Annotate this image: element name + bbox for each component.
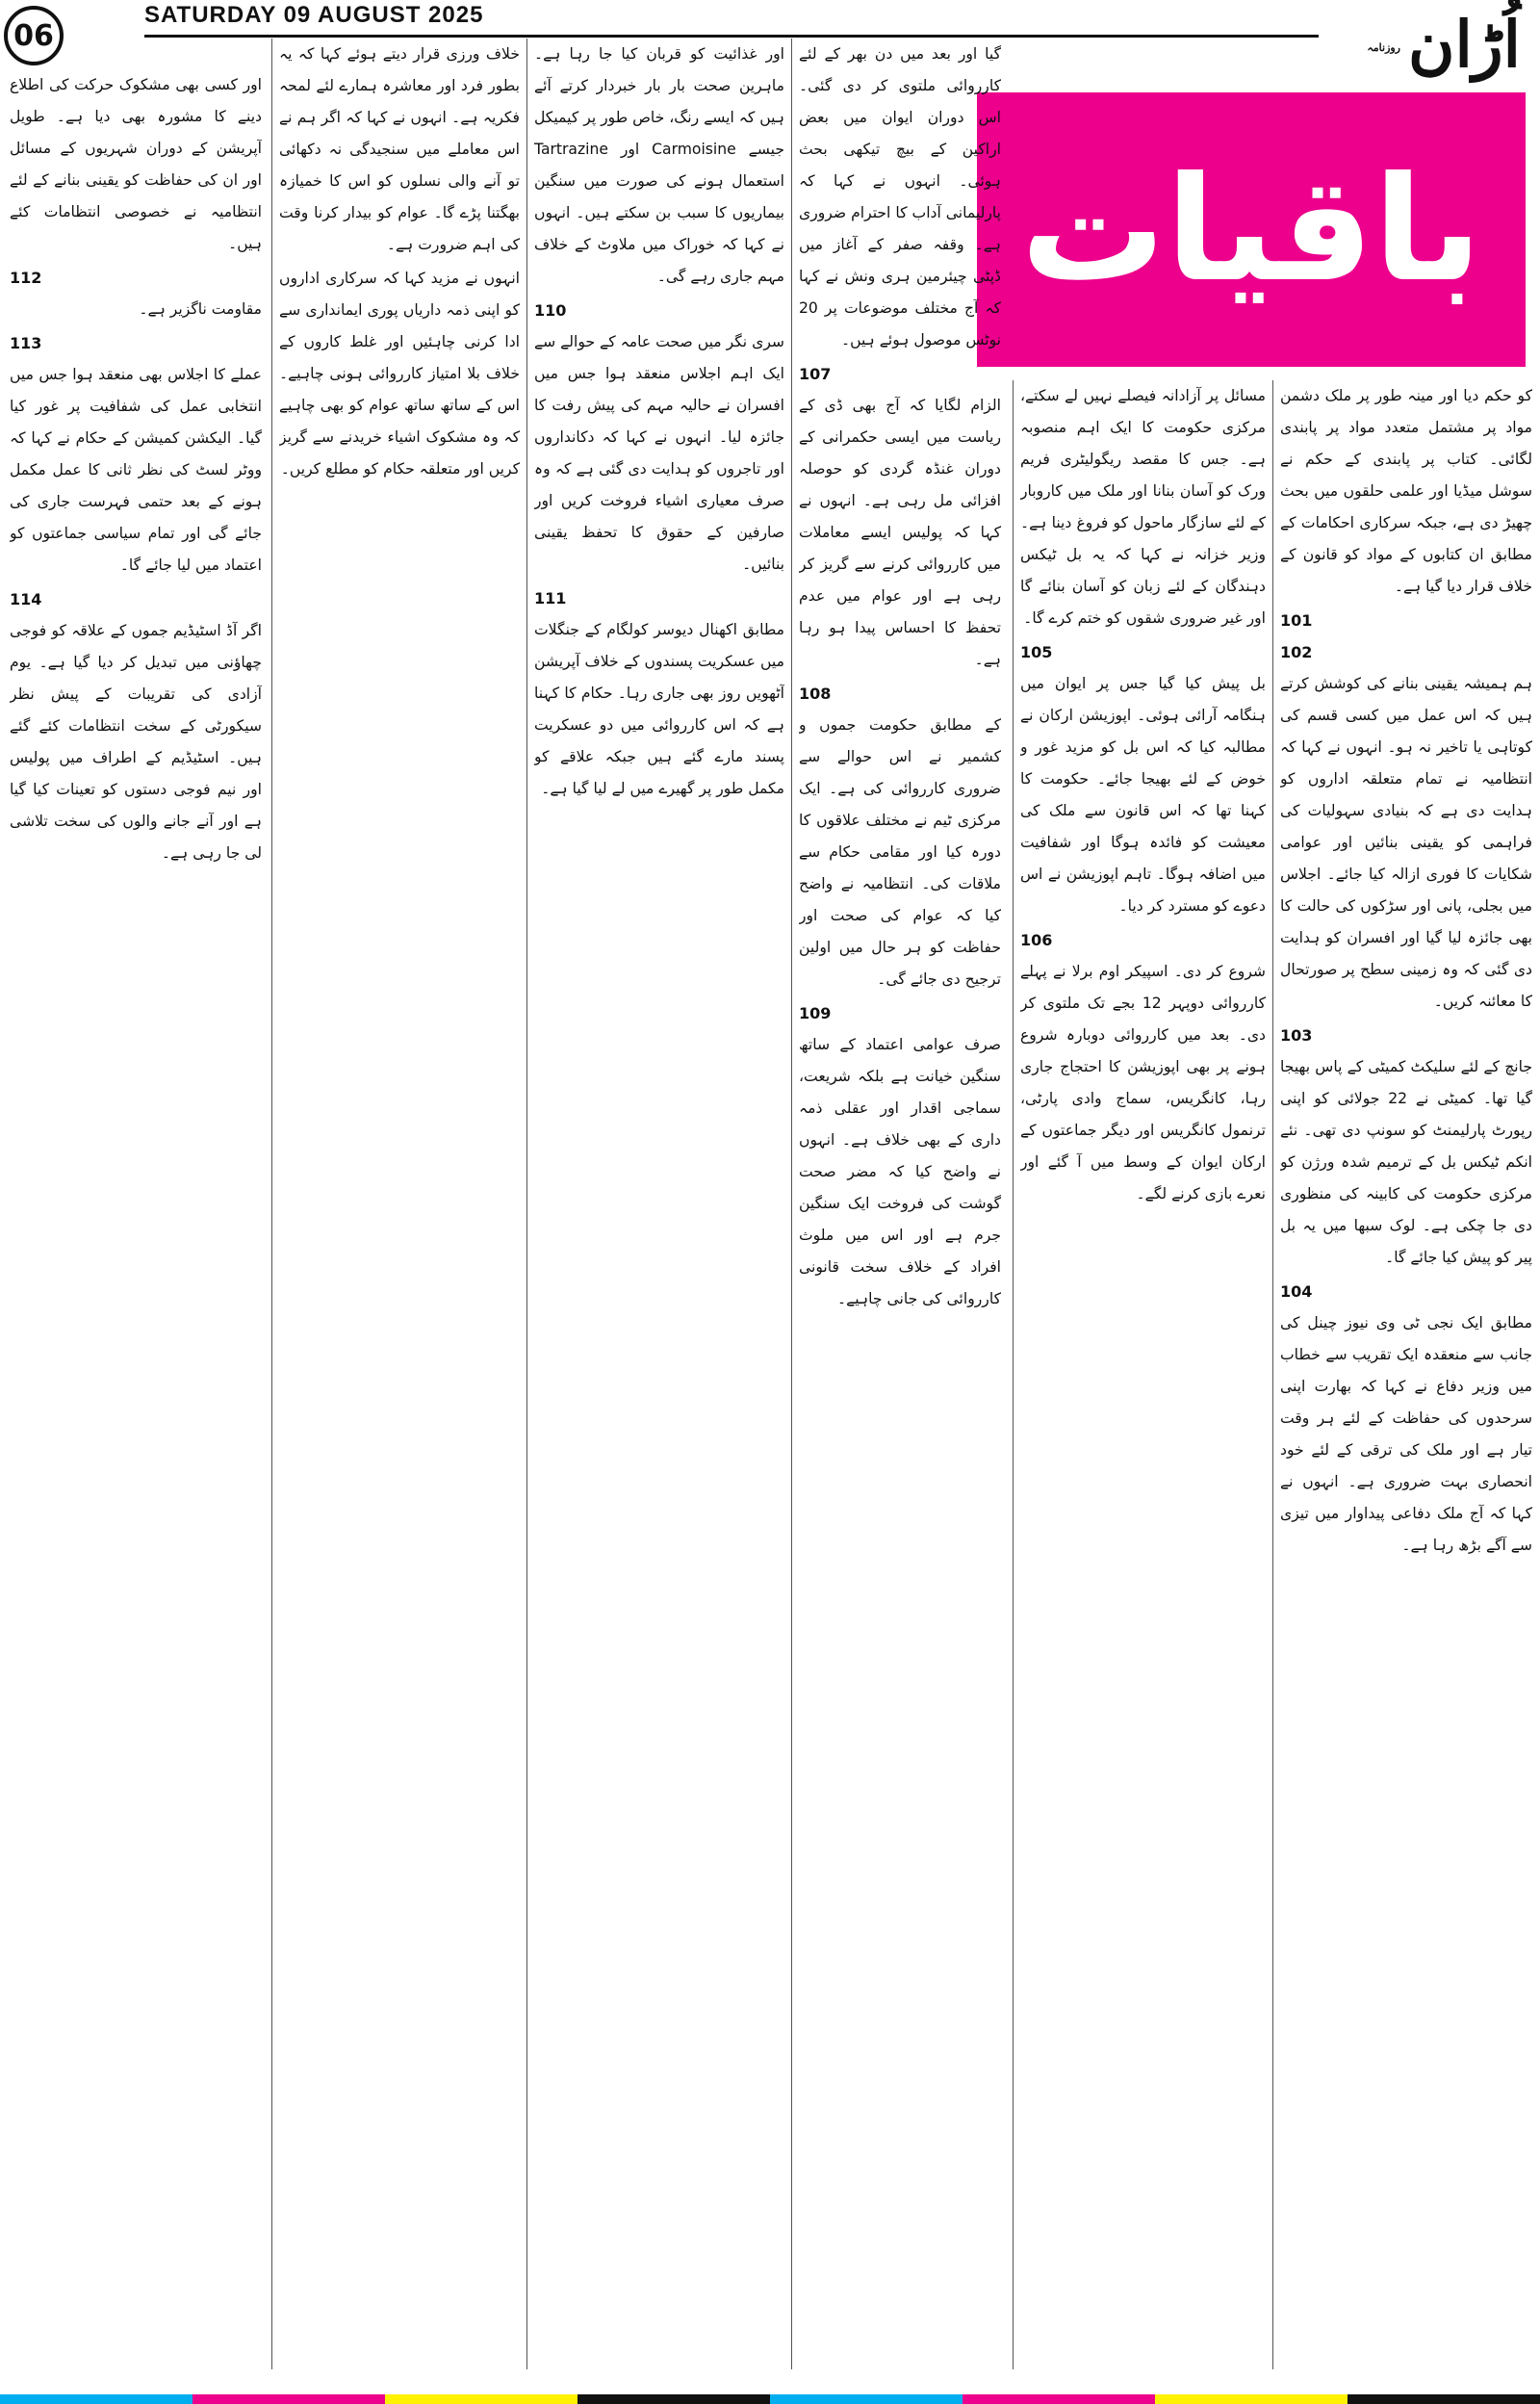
column-6 [10, 69, 262, 2369]
col1-item-4-text: مطابق ایک نجی ٹی وی نیوز چینل کی جانب سے منعقدہ ایک تقریب سے خطاب میں وزیر دفاع نے کہا کہ بھارت اپنی سرحدوں کی حفاظت کے لئے ہر وقت تیار ہے اور ملک کی ترقی کے لئے خود انحصاری بہت ضروری ہے۔ انہوں نے کہا کہ آج ملک دفاعی پیداوار میں تیزی سے آگے بڑھ رہا ہے۔ [1280, 1314, 1532, 1554]
col6-item-3-text: اگر آڈ اسٹیڈیم جموں کے علاقہ کو فوجی چھاؤنی میں تبدیل کر دیا گیا ہے۔ یوم آزادی کی تقریبات کے پیش نظر سیکورٹی کے سخت انتظامات کئے گئے ہیں۔ اسٹیڈیم کے اطراف میں پولیس اور نیم فوجی دستوں کو تعینات کیا گیا ہے اور آنے جانے والوں کی سخت تلاشی لی جا رہی ہے۔ [10, 622, 262, 862]
column-divider [271, 39, 272, 2369]
col2-item-2-text: شروع کر دی۔ اسپیکر اوم برلا نے پہلے کارروائی دوپہر 12 بجے تک ملتوی کر دی۔ بعد میں کارروائی دوبارہ شروع ہونے پر بھی اپوزیشن کا احتجاج جاری رہا، کانگریس، سماج وادی پارٹی، ترنمول کانگریس اور دیگر جماعتوں کے ارکان ایوان کے وسط میں آ گئے اور نعرے بازی کرنے لگے۔ [1020, 963, 1266, 1202]
col5-item-1-text: انہوں نے مزید کہا کہ سرکاری اداروں کو اپنی ذمہ داریاں پوری ایمانداری سے ادا کرنی چاہئیں اور غلط کاروں کے خلاف بلا امتیاز کارروائی ہونی چاہیے۔ اس کے ساتھ ساتھ عوام کو بھی چاہیے کہ وہ مشکوک اشیاء خریدنے سے گریز کریں اور متعلقہ حکام کو مطلع کریں۔ [279, 270, 520, 478]
col3-item-3-num: 109 [799, 1004, 832, 1022]
col6-item-0-text: اور کسی بھی مشکوک حرکت کی اطلاع دینے کا مشورہ بھی دیا ہے۔ طویل آپریشن کے دوران شہریوں کے مسائل اور ان کی حفاظت کو یقینی بنانے کے لئے انتظامیہ نے خصوصی انتظامات کئے ہیں۔ [10, 76, 262, 252]
footer-color-bar [0, 2394, 1540, 2404]
footer-color-segment [385, 2394, 578, 2404]
col4-item-2-text: مطابق اکھنال دیوسر کولگام کے جنگلات میں عسکریت پسندوں کے خلاف آپریشن آٹھویں روز بھی جاری رہا۔ حکام کا کہنا ہے کہ اس کارروائی میں دو عسکریت پسند مارے گئے ہیں جبکہ علاقے کو مکمل طور پر گھیرے میں لے لیا گیا ہے۔ [534, 621, 784, 797]
col1-item-4-num: 104 [1280, 1282, 1313, 1301]
column-3 [799, 39, 1001, 2369]
col4-item-1-num: 110 [534, 301, 567, 320]
col1-item-0-text: کو حکم دیا اور مینہ طور پر ملک دشمن مواد پر مشتمل متعدد مواد پر پابندی لگائی۔ کتاب پر پابندی کے حکم نے سوشل میڈیا اور علمی حلقوں میں بحث چھیڑ دی ہے، جبکہ سرکاری احکامات کے مطابق ان کتابوں کے مواد کو قانون کے خلاف قرار دیا گیا ہے۔ [1280, 387, 1532, 595]
column-2 [1020, 380, 1266, 2369]
page-number: 06 [4, 6, 64, 65]
col1-item-3-num: 103 [1280, 1026, 1313, 1045]
footer-color-segment [962, 2394, 1155, 2404]
column-5 [279, 39, 520, 2369]
footer-color-segment [1348, 2394, 1540, 2404]
col6-item-3-num: 114 [10, 590, 42, 608]
column-divider [791, 39, 792, 2369]
col1-item-1-num: 101 [1280, 611, 1313, 630]
col6-item-2-text: عملے کا اجلاس بھی منعقد ہوا جس میں انتخابی عمل کی شفافیت پر غور کیا گیا۔ الیکشن کمیشن کے حکام نے کہا کہ ووٹر لسٹ کی نظر ثانی کا عمل مکمل ہونے کے بعد حتمی فہرست جاری کی جائے گی اور تمام سیاسی جماعتوں کو اعتماد میں لیا جائے گا۔ [10, 366, 262, 574]
column-divider [526, 39, 527, 2369]
col3-item-2-text: کے مطابق حکومت جموں و کشمیر نے اس حوالے سے ضروری کارروائی کی ہے۔ ایک مرکزی ٹیم نے مختلف علاقوں کا دورہ کیا اور مقامی حکام سے ملاقات کی۔ انتظامیہ نے واضح کیا کہ عوام کی صحت اور حفاظت کو ہر حال میں اولین ترجیح دی جائے گی۔ [799, 716, 1001, 988]
col1-item-2-text: ہم ہمیشہ یقینی بنانے کی کوشش کرتے ہیں کہ اس عمل میں کسی قسم کی کوتاہی یا تاخیر نہ ہو۔ انہوں نے کہا کہ انتظامیہ نے تمام متعلقہ اداروں کو ہدایت دی ہے کہ بنیادی سہولیات کی فراہمی کو یقینی بنائیں اور عوامی شکایات کا فوری ازالہ کیا جائے۔ اجلاس میں بجلی، پانی اور سڑکوں کی حالت کا بھی جائزہ لیا گیا اور افسران کو ہدایت دی گئی کہ وہ زمینی سطح پر صورتحال کا معائنہ کریں۔ [1280, 675, 1532, 1010]
section-title: باقیات [1020, 145, 1482, 314]
col4-item-0-text: اور غذائیت کو قربان کیا جا رہا ہے۔ ماہرین صحت بار بار خبردار کرتے آئے ہیں کہ ایسے رنگ، خاص طور پر کیمیکل جیسے Carmoisine اور Tartrazine استعمال ہونے کی صورت میں سنگین بیماریوں کا سبب بن سکتے ہیں۔ انہوں نے کہا کہ خوراک میں ملاوٹ کے خلاف مہم جاری رہے گی۔ [534, 45, 784, 285]
footer-color-segment [192, 2394, 385, 2404]
masthead-rule [144, 35, 1319, 38]
column-divider [1013, 380, 1014, 2369]
col6-item-1-num: 112 [10, 269, 42, 287]
col6-item-1-text: مقاومت ناگزیر ہے۔ [139, 300, 262, 318]
col6-item-2-num: 113 [10, 334, 42, 352]
col2-item-1-text: بل پیش کیا گیا جس پر ایوان میں ہنگامہ آرائی ہوئی۔ اپوزیشن ارکان نے مطالبہ کیا کہ اس بل کو مزید غور و خوض کے لئے بھیجا جائے۔ حکومت کا کہنا تھا کہ اس قانون سے ملک کی معیشت کو فائدہ ہوگا اور شفافیت میں اضافہ ہوگا۔ تاہم اپوزیشن نے اس دعوے کو مسترد کر دیا۔ [1020, 675, 1266, 915]
col5-item-0-text: خلاف ورزی قرار دیتے ہوئے کہا کہ یہ بطور فرد اور معاشرہ ہمارے لئے لمحہ فکریہ ہے۔ انہوں نے کہا کہ اگر ہم نے اس معاملے میں سنجیدگی نہ دکھائی تو آنے والی نسلوں کو اس کا خمیازہ بھگتنا پڑے گا۔ عوام کو بیدار کرنا وقت کی اہم ضرورت ہے۔ [279, 45, 520, 253]
col2-item-2-num: 106 [1020, 931, 1053, 949]
col2-item-0-text: مسائل پر آزادانہ فیصلے نہیں لے سکتے، مرکزی حکومت کا ایک اہم منصوبہ ہے۔ جس کا مقصد ریگولیٹری فریم ورک کو آسان بنانا اور ملک میں کاروبار کے لئے سازگار ماحول کو فروغ دینا ہے۔ وزیر خزانہ نے کہا کہ یہ بل ٹیکس دہندگان کے لئے زبان کو آسان بنائے گا اور غیر ضروری شقوں کو ختم کرے گا۔ [1020, 387, 1266, 627]
column-1 [1280, 380, 1532, 2369]
newspaper-logo [1328, 6, 1521, 83]
col4-item-2-num: 111 [534, 589, 567, 607]
date-line: SATURDAY 09 AUGUST 2025 [144, 2, 484, 28]
footer-color-segment [0, 2394, 192, 2404]
column-divider [1272, 380, 1273, 2369]
footer-color-segment [770, 2394, 962, 2404]
col1-item-3-text: جانچ کے لئے سلیکٹ کمیٹی کے پاس بھیجا گیا تھا۔ کمیٹی نے 22 جولائی کو اپنی رپورٹ پارلیمنٹ کو سونپ دی تھی۔ نئے انکم ٹیکس بل کے ترمیم شدہ ورژن کو مرکزی حکومت کی کابینہ کی منظوری دی جا چکی ہے۔ لوک سبھا میں یہ بل پیر کو پیش کیا جائے گا۔ [1280, 1058, 1532, 1266]
footer-color-segment [578, 2394, 770, 2404]
logo-text: اُڑان [1407, 7, 1521, 82]
section-banner [977, 92, 1526, 367]
col3-item-2-num: 108 [799, 685, 832, 703]
col3-item-3-text: صرف عوامی اعتماد کے ساتھ سنگین خیانت ہے بلکہ شریعت، سماجی اقدار اور عقلی ذمہ داری کے بھی خلاف ہے۔ انہوں نے واضح کیا کہ مضر صحت گوشت کی فروخت ایک سنگین جرم ہے اور اس میں ملوث افراد کے خلاف سخت قانونی کارروائی کی جانی چاہیے۔ [799, 1036, 1001, 1307]
col3-item-1-text: الزام لگایا کہ آج بھی ڈی کے ریاست میں ایسی حکمرانی کے دوران غنڈہ گردی کو حوصلہ افزائی مل رہی ہے۔ انہوں نے کہا کہ پولیس ایسے معاملات میں کارروائی کرنے سے گریز کر رہی ہے اور عوام میں عدم تحفظ کا احساس پیدا ہو رہا ہے۔ [799, 397, 1001, 668]
footer-color-segment [1155, 2394, 1348, 2404]
column-4 [534, 39, 784, 2369]
col3-item-1-num: 107 [799, 365, 832, 383]
col1-item-2-num: 102 [1280, 643, 1313, 661]
col3-item-0-text: گیا اور بعد میں دن بھر کے لئے کارروائی ملتوی کر دی گئی۔ اس دوران ایوان میں بعض اراکین کے بیچ تیکھی بحث ہوئی۔ انہوں نے کہا کہ پارلیمانی آداب کا احترام ضروری ہے۔ وقفہ صفر کے آغاز میں ڈپٹی چیئرمین ہری ونش نے کہا کہ آج مختلف موضوعات پر 20 نوٹس موصول ہوئے ہیں۔ [799, 45, 1001, 349]
col2-item-1-num: 105 [1020, 643, 1053, 661]
logo-subtext: روزنامہ [1367, 41, 1400, 54]
col4-item-1-text: سری نگر میں صحت عامہ کے حوالے سے ایک اہم اجلاس منعقد ہوا جس میں افسران نے حالیہ مہم کی پیش رفت کا جائزہ لیا۔ انہوں نے کہا کہ دکانداروں اور تاجروں کو ہدایت دی گئی ہے کہ وہ صرف معیاری اشیاء فروخت کریں اور صارفین کے حقوق کا تحفظ یقینی بنائیں۔ [534, 333, 784, 573]
